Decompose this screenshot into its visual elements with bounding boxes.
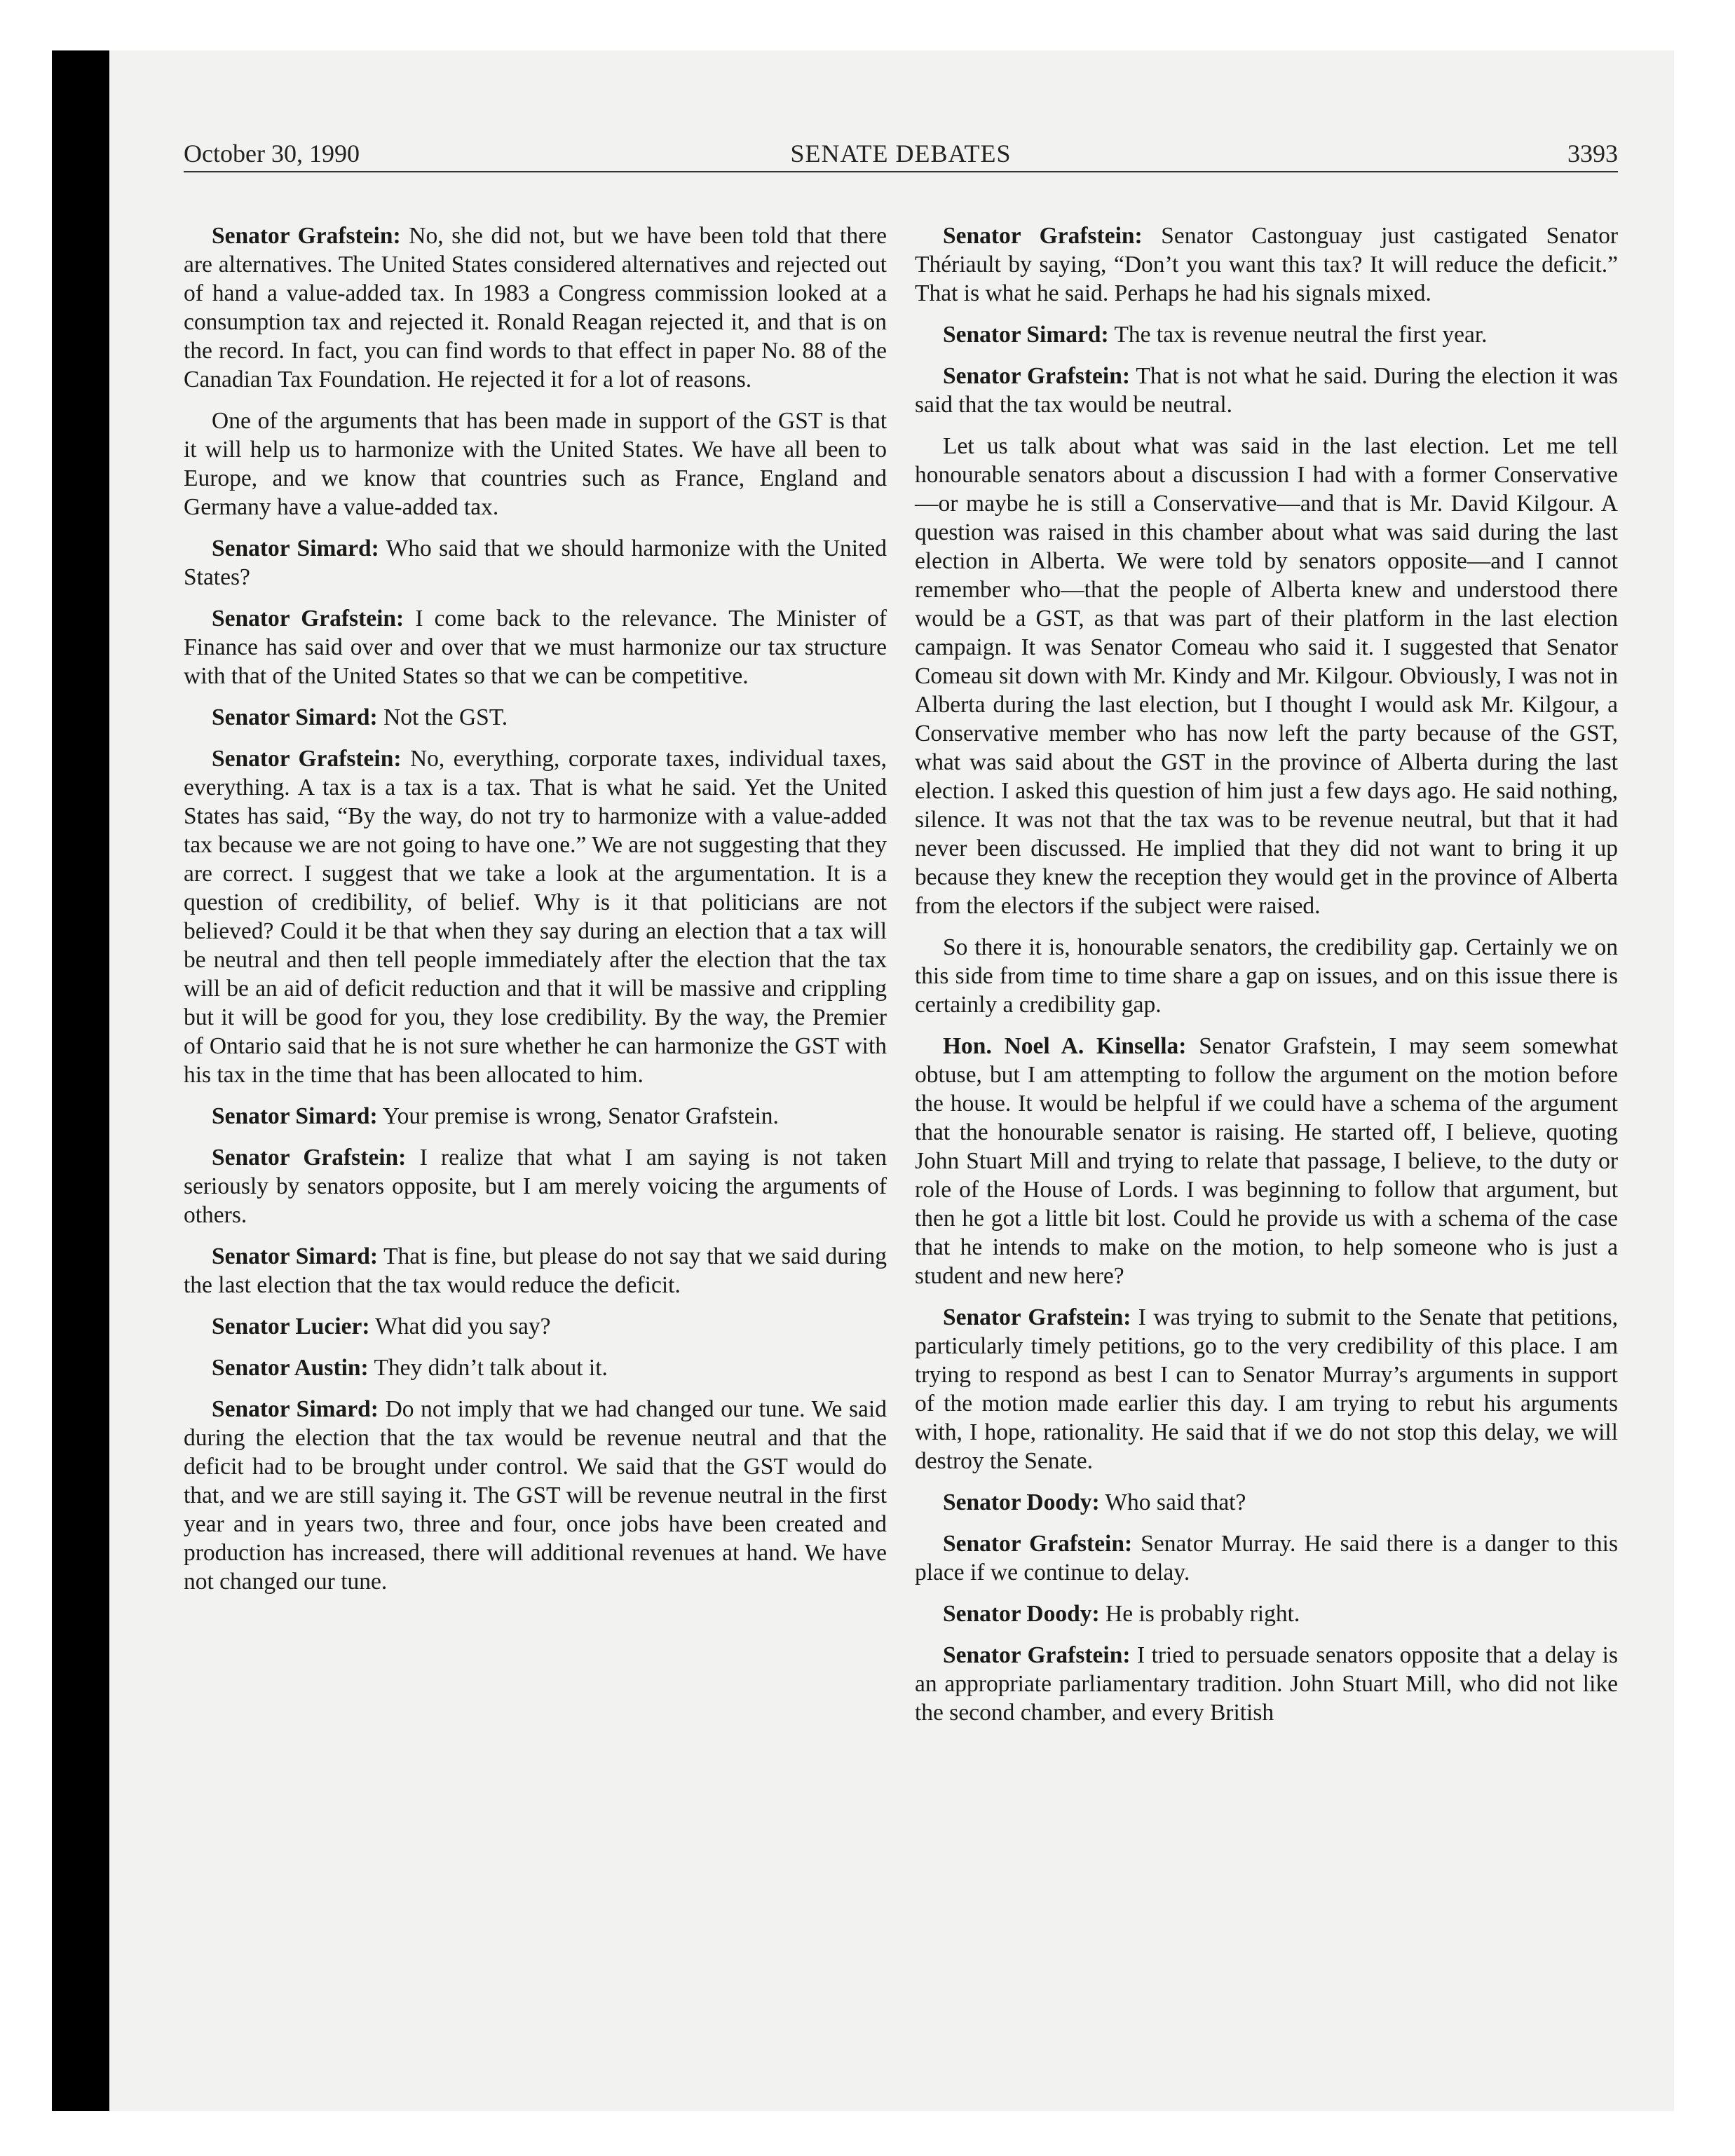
speech-text: They didn’t talk about it. [368,1355,608,1381]
speaker-name: Senator Grafstein: [212,746,402,772]
paragraph [915,221,1618,308]
scan-edge-shadow [52,50,109,2111]
speech-text: I was trying to submit to the Senate that petitions, particularly timely petitions, go to the very credibility of this place. I am trying to respond as best I can to Senator Murray’s arguments in support of the motion made earlier this day. I am trying to rebut his arguments with, I hope, rationality. He said that if we do not stop this delay, we will destroy the Senate. [915,1304,1618,1474]
speaker-name: Senator Grafstein: [943,1642,1131,1668]
speaker-name: Senator Simard: [212,1396,379,1422]
right-column [915,221,1618,1727]
speech-text: That is fine, but please do not say that we said during the last election that the tax would reduce the deficit. [184,1243,887,1298]
speaker-name: Senator Grafstein: [212,606,404,632]
page-header [184,139,1618,174]
speaker-name: Senator Grafstein: [943,363,1130,389]
speaker-name: Senator Grafstein: [943,223,1143,249]
paragraph [184,1242,887,1299]
speech-text: That is not what he said. During the election it was said that the tax would be neutral. [915,363,1618,418]
paragraph [184,604,887,690]
paragraph [915,1303,1618,1475]
speech-text: Do not imply that we had changed our tune. We said during the election that the tax would be revenue neutral and that the deficit had to be brought under control. We said that the GST would do that, and we are still saying it. The GST will be revenue neutral in the first year and in years two, three and four, once jobs have been created and production has increased, there will additional revenues at hand. We have not changed our tune. [184,1396,887,1595]
paragraph [184,1102,887,1131]
header-rule [184,171,1618,172]
speech-text: Senator Castonguay just castigated Senator Thériault by saying, “Don’t you want this tax? It will reduce the deficit.” That is what he said. Perhaps he had his signals mixed. [915,223,1618,306]
speaker-name: Senator Doody: [943,1601,1100,1627]
paragraph [184,703,887,732]
speaker-name: Senator Austin: [212,1355,369,1381]
paragraph [915,362,1618,419]
speech-text: I come back to the relevance. The Minister of Finance has said over and over that we must harmonize our tax structure with that of the United States so that we can be competitive. [184,606,887,689]
speaker-name: Senator Simard: [212,1243,378,1269]
paragraph [915,432,1618,920]
paragraph [184,1143,887,1229]
speaker-name: Senator Simard: [212,1103,378,1129]
left-column [184,221,887,1596]
paragraph [184,744,887,1089]
speaker-name: Hon. Noel A. Kinsella: [943,1033,1187,1059]
speaker-name: Senator Grafstein: [212,223,401,249]
speaker-name: Senator Grafstein: [943,1531,1133,1557]
speaker-name: Senator Lucier: [212,1314,370,1339]
speech-text: Your premise is wrong, Senator Grafstein. [377,1103,779,1129]
header-title: SENATE DEBATES [790,139,1012,168]
speech-text: Senator Grafstein, I may seem somewhat obtuse, but I am attempting to follow the argument on the motion before the house. It would be helpful if we could have a schema of the argument that the honourable senator is raising. He started off, I believe, quoting John Stuart Mill and trying to relate that passage, I believe, to the duty or role of the House of Lords. I was beginning to follow that argument, but then he got a little bit lost. Could he provide us with a schema of the case that he intends to make on the motion, to help someone who is just a student and new here? [915,1033,1618,1289]
speech-text: Senator Murray. He said there is a danger to this place if we continue to delay. [915,1531,1618,1585]
page-number: 3393 [1567,139,1618,168]
speech-text: Not the GST. [377,704,508,730]
paragraph [184,1312,887,1341]
speaker-name: Senator Simard: [943,322,1109,348]
header-date: October 30, 1990 [184,139,360,168]
speech-text: He is probably right. [1099,1601,1300,1627]
speech-text: No, she did not, but we have been told that there are alternatives. The United States considered alternatives and rejected out of hand a value-added tax. In 1983 a Congress commission looked at a consumption tax and rejected it. Ronald Reagan rejected it, and that is on the record. In fact, you can find words to that effect in paper No. 88 of the Canadian Tax Foundation. He rejected it for a lot of reasons. [184,223,887,393]
speaker-name: Senator Doody: [943,1489,1100,1515]
speech-text: I realize that what I am saying is not taken seriously by senators opposite, but I am merely voicing the arguments of others. [184,1145,887,1228]
paragraph [184,221,887,394]
paragraph [184,534,887,592]
speech-text: The tax is revenue neutral the first year. [1108,322,1488,348]
paragraph [915,1529,1618,1587]
speech-text: Let us talk about what was said in the last election. Let me tell honourable senators about a discussion I had with a former Conservative—or maybe he is still a Conservative—and that is Mr. David Kilgour. A question was raised in this chamber about what was said during the last election in Alberta. We were told by senators opposite—and I cannot remember who—that the people of Alberta knew and understood there would be a GST, as that was part of their platform in the last election campaign. It was Senator Comeau who said it. I suggested that Senator Comeau sit down with Mr. Kindy and Mr. Kilgour. Obviously, I was not in Alberta during the last election, but I thought I would ask Mr. Kilgour, a Conservative member who has now left the party because of the GST, what was said about the GST in the province of Alberta during the last election. I asked this question of him just a few days ago. He said nothing, silence. It was not that the tax was to be revenue neutral, but that it had never been discussed. He implied that they did not want to bring it up because they knew the reception they would get in the province of Alberta from the electors if the subject were raised. [915,433,1618,919]
speech-text: One of the arguments that has been made in support of the GST is that it will help us to harmonize with the United States. We have all been to Europe, and we know that countries such as France, England and Germany have a value-added tax. [184,408,887,520]
speech-text: So there it is, honourable senators, the credibility gap. Certainly we on this side from time to time share a gap on issues, and on this issue there is certainly a credibility gap. [915,934,1618,1018]
speaker-name: Senator Grafstein: [212,1145,407,1171]
speech-text: Who said that we should harmonize with the United States? [184,535,887,590]
paragraph [915,1599,1618,1628]
speech-text: I tried to persuade senators opposite that a delay is an appropriate parliamentary tradition. John Stuart Mill, who did not like the second chamber, and every British [915,1642,1618,1726]
paragraph [915,933,1618,1019]
speaker-name: Senator Grafstein: [943,1304,1131,1330]
speech-text: What did you say? [369,1314,551,1339]
paragraph [915,1488,1618,1517]
paragraph [184,1395,887,1596]
paragraph [915,1641,1618,1727]
speech-text: No, everything, corporate taxes, individual taxes, everything. A tax is a tax is a tax. That is what he said. Yet the United States has said, “By the way, do not try to harmonize with a value-added tax because we are not going to have one.” We are not suggesting that they are correct. I suggest that we take a look at the argumentation. It is a question of credibility, of belief. Why is it that politicians are not believed? Could it be that when they say during an election that a tax will be neutral and then tell people immediately after the election that the tax will be an aid of deficit reduction and that it will be massive and crippling but it will be good for you, they lose credibility. By the way, the Premier of Ontario said that he is not sure whether he can harmonize the GST with his tax in the time that has been allocated to him. [184,746,887,1088]
paragraph [184,1353,887,1382]
paragraph [915,320,1618,349]
paragraph [915,1032,1618,1290]
speaker-name: Senator Simard: [212,704,378,730]
speaker-name: Senator Simard: [212,535,379,561]
paragraph [184,407,887,521]
speech-text: Who said that? [1099,1489,1246,1515]
